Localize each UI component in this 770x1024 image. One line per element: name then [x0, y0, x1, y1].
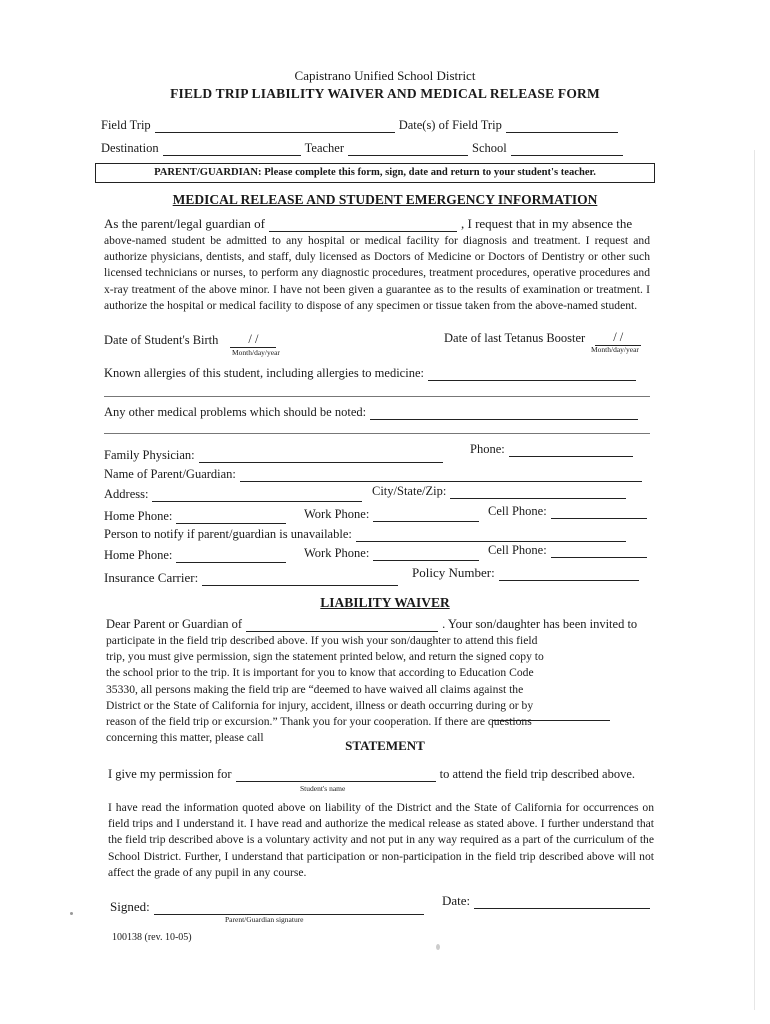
notify-work-phone-input[interactable] [373, 548, 479, 561]
scan-speck [436, 944, 440, 950]
cell-phone-label: Cell Phone: [488, 504, 547, 518]
signature-caption: Parent/Guardian signature [225, 915, 304, 924]
address-input[interactable] [152, 489, 362, 502]
dob-format-caption: Month/day/year [232, 348, 280, 357]
teacher-input[interactable] [348, 143, 468, 156]
work-phone-row [304, 507, 483, 522]
other-problems-input[interactable] [370, 407, 638, 420]
physician-input[interactable] [199, 450, 443, 463]
city-label: City/State/Zip: [372, 484, 447, 498]
contact-input[interactable] [492, 708, 610, 721]
notify-cell-phone-row [488, 543, 651, 558]
guardian-of-row [104, 216, 650, 232]
address-row [104, 487, 366, 502]
form-number: 100138 (rev. 10-05) [112, 932, 192, 943]
policy-row [412, 565, 643, 581]
policy-input[interactable] [499, 568, 639, 581]
parent-name-row [104, 467, 646, 482]
scan-speck [70, 912, 73, 915]
permission-row [108, 767, 635, 782]
trip-dates-input[interactable] [506, 120, 618, 133]
dear-parent-student-input[interactable] [246, 619, 438, 632]
city-input[interactable] [450, 486, 626, 499]
guardian-request-text: , I request that in my absence the [461, 216, 633, 231]
district-name: Capistrano Unified School District [294, 68, 476, 83]
field-trip-input[interactable] [155, 120, 395, 133]
liability-waiver-text: participate in the field trip described above. If you wish your son/daughter to attend this field trip, you must give permission, sign the statement printed below, and return the signed copy to the school prior to the trip. It is important for you to know that according to Education Code 35330, all persons making the field trip are “deemed to have waived all claims against the District or the State of California for injury, accident, illness or death occurring during or by reason of the field trip or excursion.” Thank you for your cooperation. If there are questions concerning this matter, please call [106, 634, 544, 745]
allergies-label: Known allergies of this student, including allergies to medicine: [104, 366, 424, 380]
allergies-row [104, 366, 640, 381]
allergies-extra-line[interactable] [104, 396, 650, 397]
liability-waiver-heading: LIABILITY WAIVER [320, 595, 450, 610]
dear-parent-label: Dear Parent or Guardian of [106, 617, 243, 631]
tetanus-label: Date of last Tetanus Booster [444, 331, 586, 345]
physician-label: Family Physician: [104, 448, 195, 462]
cell-phone-row [488, 504, 651, 519]
permission-label: I give my permission for [108, 767, 232, 781]
destination-row [101, 141, 627, 156]
invited-text: . Your son/daughter has been invited to [442, 617, 638, 631]
form-title: FIELD TRIP LIABILITY WAIVER AND MEDICAL RELEASE FORM [170, 86, 600, 101]
notify-work-phone-label: Work Phone: [304, 546, 370, 560]
destination-label: Destination [101, 141, 159, 155]
medical-release-heading: MEDICAL RELEASE AND STUDENT EMERGENCY INFORMATION [172, 192, 598, 207]
signature-date-input[interactable] [474, 896, 650, 909]
dob-input[interactable]: / / [230, 332, 276, 348]
insurance-input[interactable] [202, 573, 398, 586]
policy-label: Policy Number: [412, 565, 495, 580]
home-phone-label: Home Phone: [104, 509, 173, 523]
signed-label: Signed: [110, 899, 150, 914]
school-input[interactable] [511, 143, 623, 156]
other-problems-extra-line[interactable] [104, 433, 650, 434]
work-phone-label: Work Phone: [304, 507, 370, 521]
notify-work-phone-row [304, 546, 483, 561]
parent-name-input[interactable] [240, 469, 642, 482]
home-phone-input[interactable] [176, 511, 286, 524]
physician-phone-input[interactable] [509, 444, 633, 457]
school-label: School [472, 141, 507, 155]
guardian-of-student-input[interactable] [269, 219, 457, 232]
parent-notice-box: PARENT/GUARDIAN: Please complete this form, sign, date and return to your student's teacher. [95, 163, 655, 183]
dob-row [104, 332, 276, 348]
notify-cell-phone-input[interactable] [551, 545, 647, 558]
destination-input[interactable] [163, 143, 301, 156]
dear-parent-row [106, 617, 652, 632]
other-problems-row [104, 405, 642, 420]
parent-name-label: Name of Parent/Guardian: [104, 467, 236, 481]
statement-text: I have read the information quoted above on liability of the District and the State of California for occurrences on field trips and I understand it. I have read and authorize the medical release as stated above. I further understand that the field trip described above is a voluntary activity and not put in any way required as a part of the curriculum of the School District. Further, I understand that participation or non-participation in the field trip described above will not affect the grade of any pupil in any course. [108, 801, 654, 879]
guardian-of-label: As the parent/legal guardian of [104, 216, 265, 231]
field-trip-label: Field Trip [101, 118, 151, 132]
signature-date-label: Date: [442, 893, 471, 908]
signature-input[interactable] [154, 902, 424, 915]
notify-label: Person to notify if parent/guardian is unavailable: [104, 527, 352, 541]
notify-row [104, 527, 630, 542]
trip-dates-label: Date(s) of Field Trip [398, 118, 502, 132]
work-phone-input[interactable] [373, 509, 479, 522]
city-row [372, 484, 630, 499]
signature-date-row [442, 893, 654, 909]
medical-release-text: above-named student be admitted to any hospital or medical facility for diagnosis and treatment. I request and authorize physicians, dentists, and staff, duly licensed as Doctors of Medicine or Doctors of Dentistry or other such licensed technicians or nurses, to perform any diagnostic procedures, treatment procedures, operative procedures and x-ray treatment of the above minor. I have not been given a guarantee as to the results of examination or treatment. I authorize the hospital or medical facility to dispose of any specimen or tissue taken from the above-named student. [104, 234, 650, 312]
tetanus-format-caption: Month/day/year [591, 345, 639, 354]
other-problems-label: Any other medical problems which should be noted: [104, 405, 367, 419]
physician-phone-row [470, 442, 637, 457]
student-name-caption: Student's name [300, 784, 346, 793]
address-label: Address: [104, 487, 149, 501]
notify-home-phone-row [104, 548, 290, 563]
notify-input[interactable] [356, 529, 626, 542]
insurance-label: Insurance Carrier: [104, 570, 199, 585]
tetanus-input[interactable]: / / [595, 330, 641, 346]
cell-phone-input[interactable] [551, 506, 647, 519]
allergies-input[interactable] [428, 368, 636, 381]
physician-row [104, 448, 447, 463]
statement-heading: STATEMENT [345, 738, 425, 753]
scan-edge-shadow [754, 150, 755, 1010]
home-phone-row [104, 509, 290, 524]
permission-end-text: to attend the field trip described above. [439, 767, 636, 781]
notify-home-phone-label: Home Phone: [104, 548, 173, 562]
signature-row [110, 899, 428, 915]
notify-cell-phone-label: Cell Phone: [488, 543, 547, 557]
tetanus-row [444, 330, 641, 346]
physician-phone-label: Phone: [470, 442, 505, 456]
teacher-label: Teacher [304, 141, 345, 155]
field-trip-row [101, 118, 622, 133]
insurance-row [104, 570, 402, 586]
student-name-input[interactable] [236, 769, 436, 782]
notify-home-phone-input[interactable] [176, 550, 286, 563]
dob-label: Date of Student's Birth [104, 333, 219, 347]
